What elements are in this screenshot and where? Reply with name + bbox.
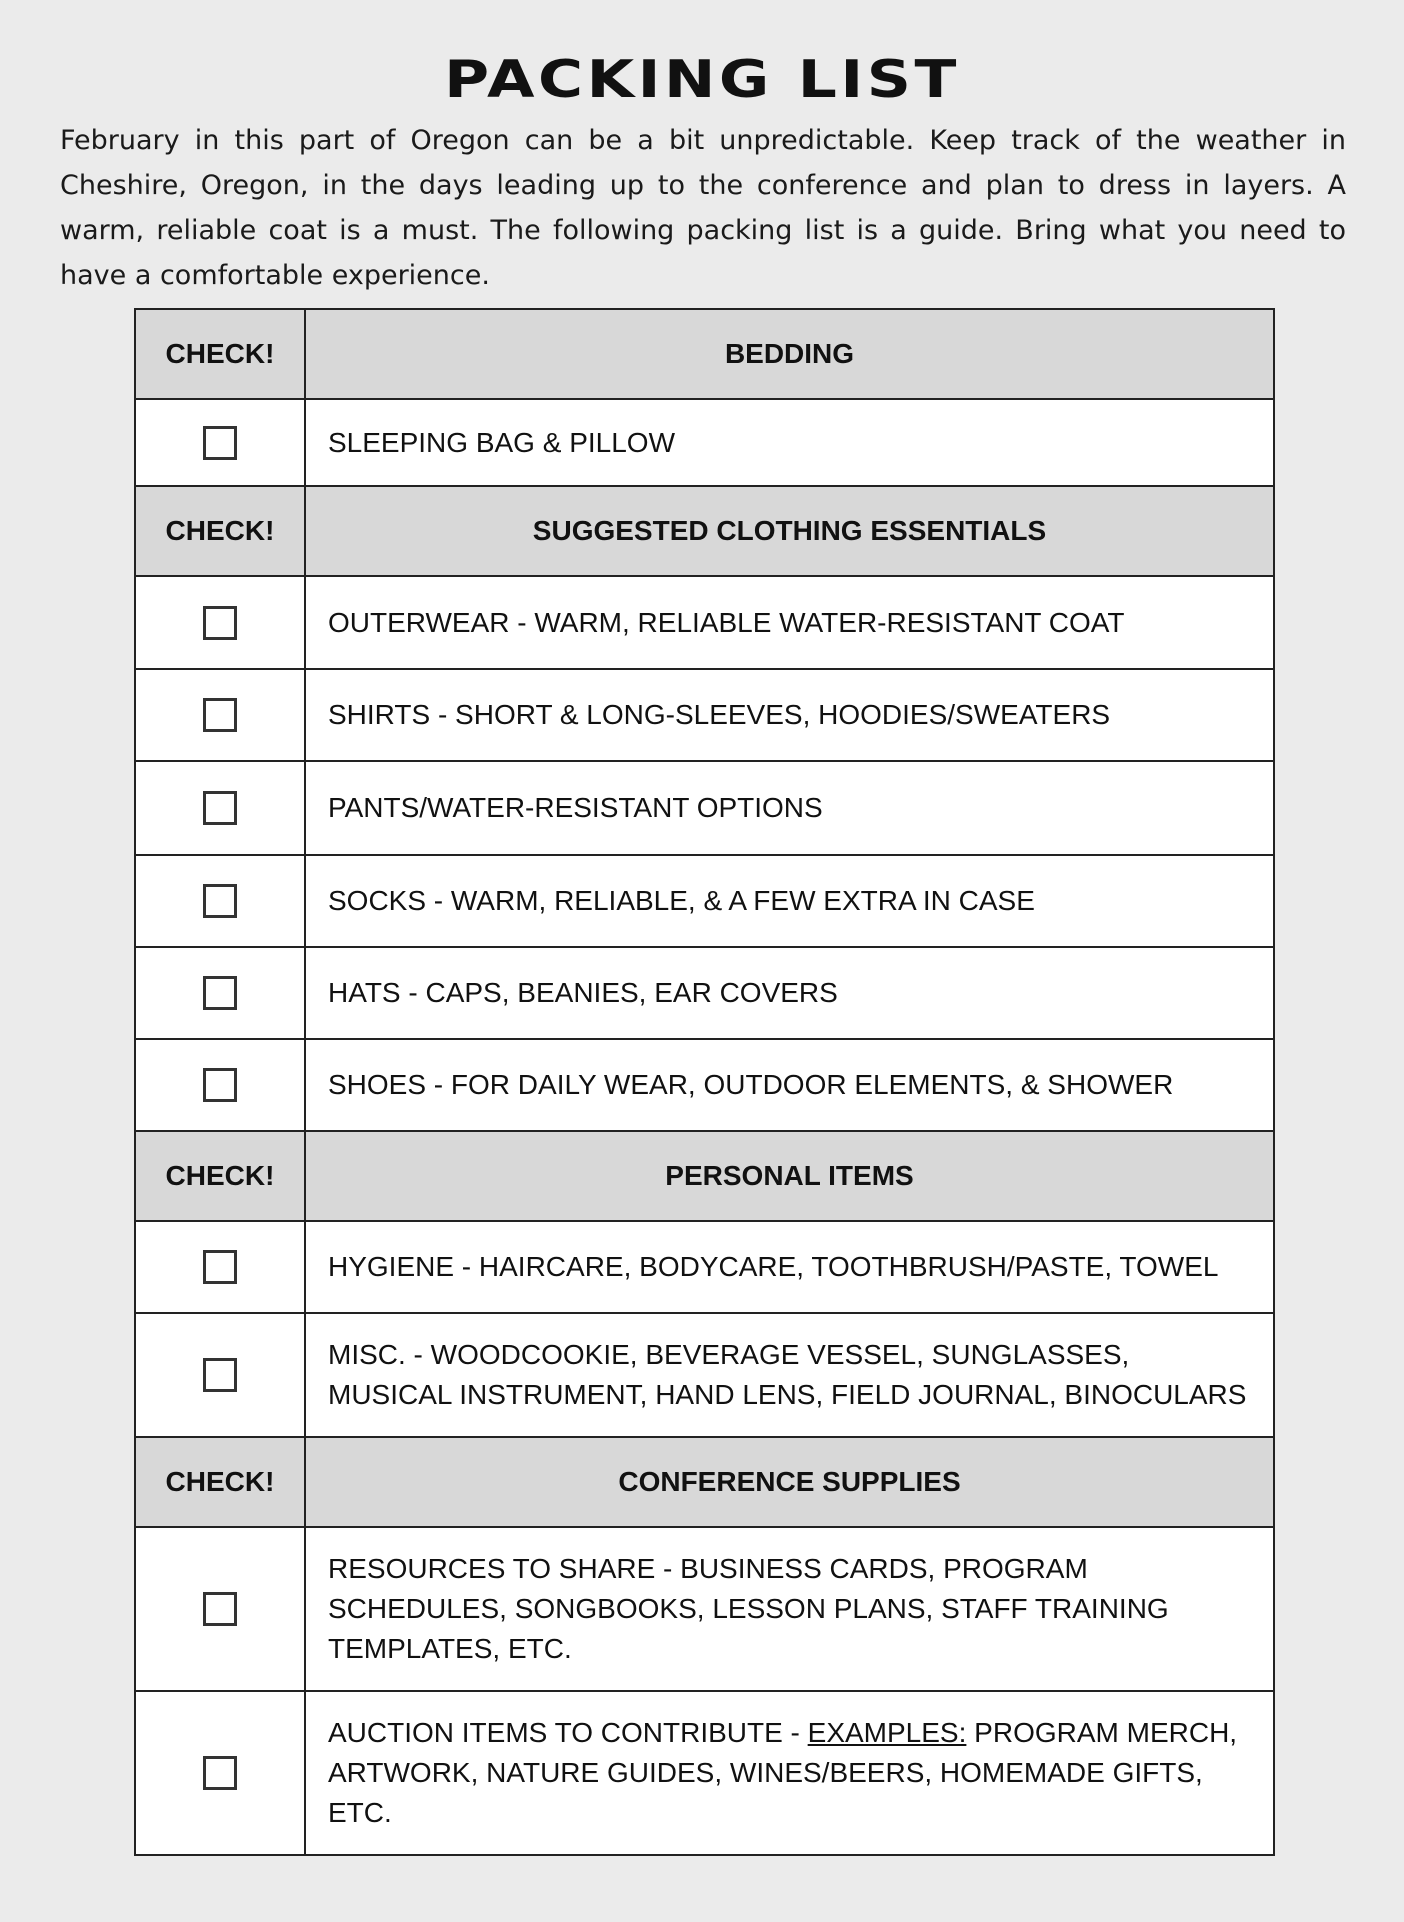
list-item xyxy=(135,1527,1274,1691)
list-item xyxy=(135,576,1274,669)
list-item xyxy=(135,1039,1274,1131)
item-label: MISC. - WOODCOOKIE, BEVERAGE VESSEL, SUNGLASSES, MUSICAL INSTRUMENT, HAND LENS, FIELD JOURNAL, BINOCULARS xyxy=(305,1313,1274,1437)
item-label: RESOURCES TO SHARE - BUSINESS CARDS, PROGRAM SCHEDULES, SONGBOOKS, LESSON PLANS, STAFF TRAINING TEMPLATES, ETC. xyxy=(305,1527,1274,1691)
section-header-conference xyxy=(135,1437,1274,1527)
checkbox[interactable] xyxy=(203,606,237,640)
item-label: OUTERWEAR - WARM, RELIABLE WATER-RESISTANT COAT xyxy=(305,576,1274,669)
page-title: PACKING LIST xyxy=(444,50,960,110)
section-heading: SUGGESTED CLOTHING ESSENTIALS xyxy=(305,486,1274,576)
check-column-header: CHECK! xyxy=(135,486,305,576)
list-item xyxy=(135,761,1274,855)
list-item xyxy=(135,399,1274,486)
item-label: SHIRTS - SHORT & LONG-SLEEVES, HOODIES/SWEATERS xyxy=(305,669,1274,761)
section-heading: CONFERENCE SUPPLIES xyxy=(305,1437,1274,1527)
section-header-personal xyxy=(135,1131,1274,1221)
checkbox[interactable] xyxy=(203,884,237,918)
item-label: SLEEPING BAG & PILLOW xyxy=(305,399,1274,486)
intro-paragraph: February in this part of Oregon can be a bit unpredictable. Keep track of the weather in Cheshire, Oregon, in the days leading up to the conference and plan to dress in layers. A warm, reliable coat is a must. The following packing list is a guide. Bring what you need to have a comfortable experience. xyxy=(60,125,1346,291)
item-label-auction xyxy=(305,1691,1274,1855)
packing-list-table xyxy=(134,308,1275,1856)
checkbox[interactable] xyxy=(203,1250,237,1284)
checkbox[interactable] xyxy=(203,1756,237,1790)
auction-suffix: PROGRAM MERCH, ARTWORK, NATURE GUIDES, WINES/BEERS, HOMEMADE GIFTS, ETC. xyxy=(328,1717,1238,1828)
section-heading: PERSONAL ITEMS xyxy=(305,1131,1274,1221)
section-header-bedding xyxy=(135,309,1274,399)
list-item xyxy=(135,1313,1274,1437)
checkbox[interactable] xyxy=(203,791,237,825)
section-header-clothing xyxy=(135,486,1274,576)
examples-label: EXAMPLES: xyxy=(807,1717,967,1748)
item-label: HYGIENE - HAIRCARE, BODYCARE, TOOTHBRUSH/PASTE, TOWEL xyxy=(305,1221,1274,1313)
checkbox[interactable] xyxy=(203,1358,237,1392)
list-item xyxy=(135,669,1274,761)
checkbox[interactable] xyxy=(203,1592,237,1626)
list-item xyxy=(135,947,1274,1039)
list-item xyxy=(135,855,1274,947)
checkbox[interactable] xyxy=(203,1068,237,1102)
checkbox[interactable] xyxy=(203,976,237,1010)
item-label: SHOES - FOR DAILY WEAR, OUTDOOR ELEMENTS, & SHOWER xyxy=(305,1039,1274,1131)
item-label: SOCKS - WARM, RELIABLE, & A FEW EXTRA IN CASE xyxy=(305,855,1274,947)
check-column-header: CHECK! xyxy=(135,1437,305,1527)
check-column-header: CHECK! xyxy=(135,1131,305,1221)
auction-prefix: AUCTION ITEMS TO CONTRIBUTE - xyxy=(328,1717,808,1748)
item-label: HATS - CAPS, BEANIES, EAR COVERS xyxy=(305,947,1274,1039)
list-item xyxy=(135,1221,1274,1313)
item-label: PANTS/WATER-RESISTANT OPTIONS xyxy=(305,761,1274,855)
check-column-header: CHECK! xyxy=(135,309,305,399)
list-item xyxy=(135,1691,1274,1855)
checkbox[interactable] xyxy=(203,426,237,460)
section-heading: BEDDING xyxy=(305,309,1274,399)
checkbox[interactable] xyxy=(203,698,237,732)
